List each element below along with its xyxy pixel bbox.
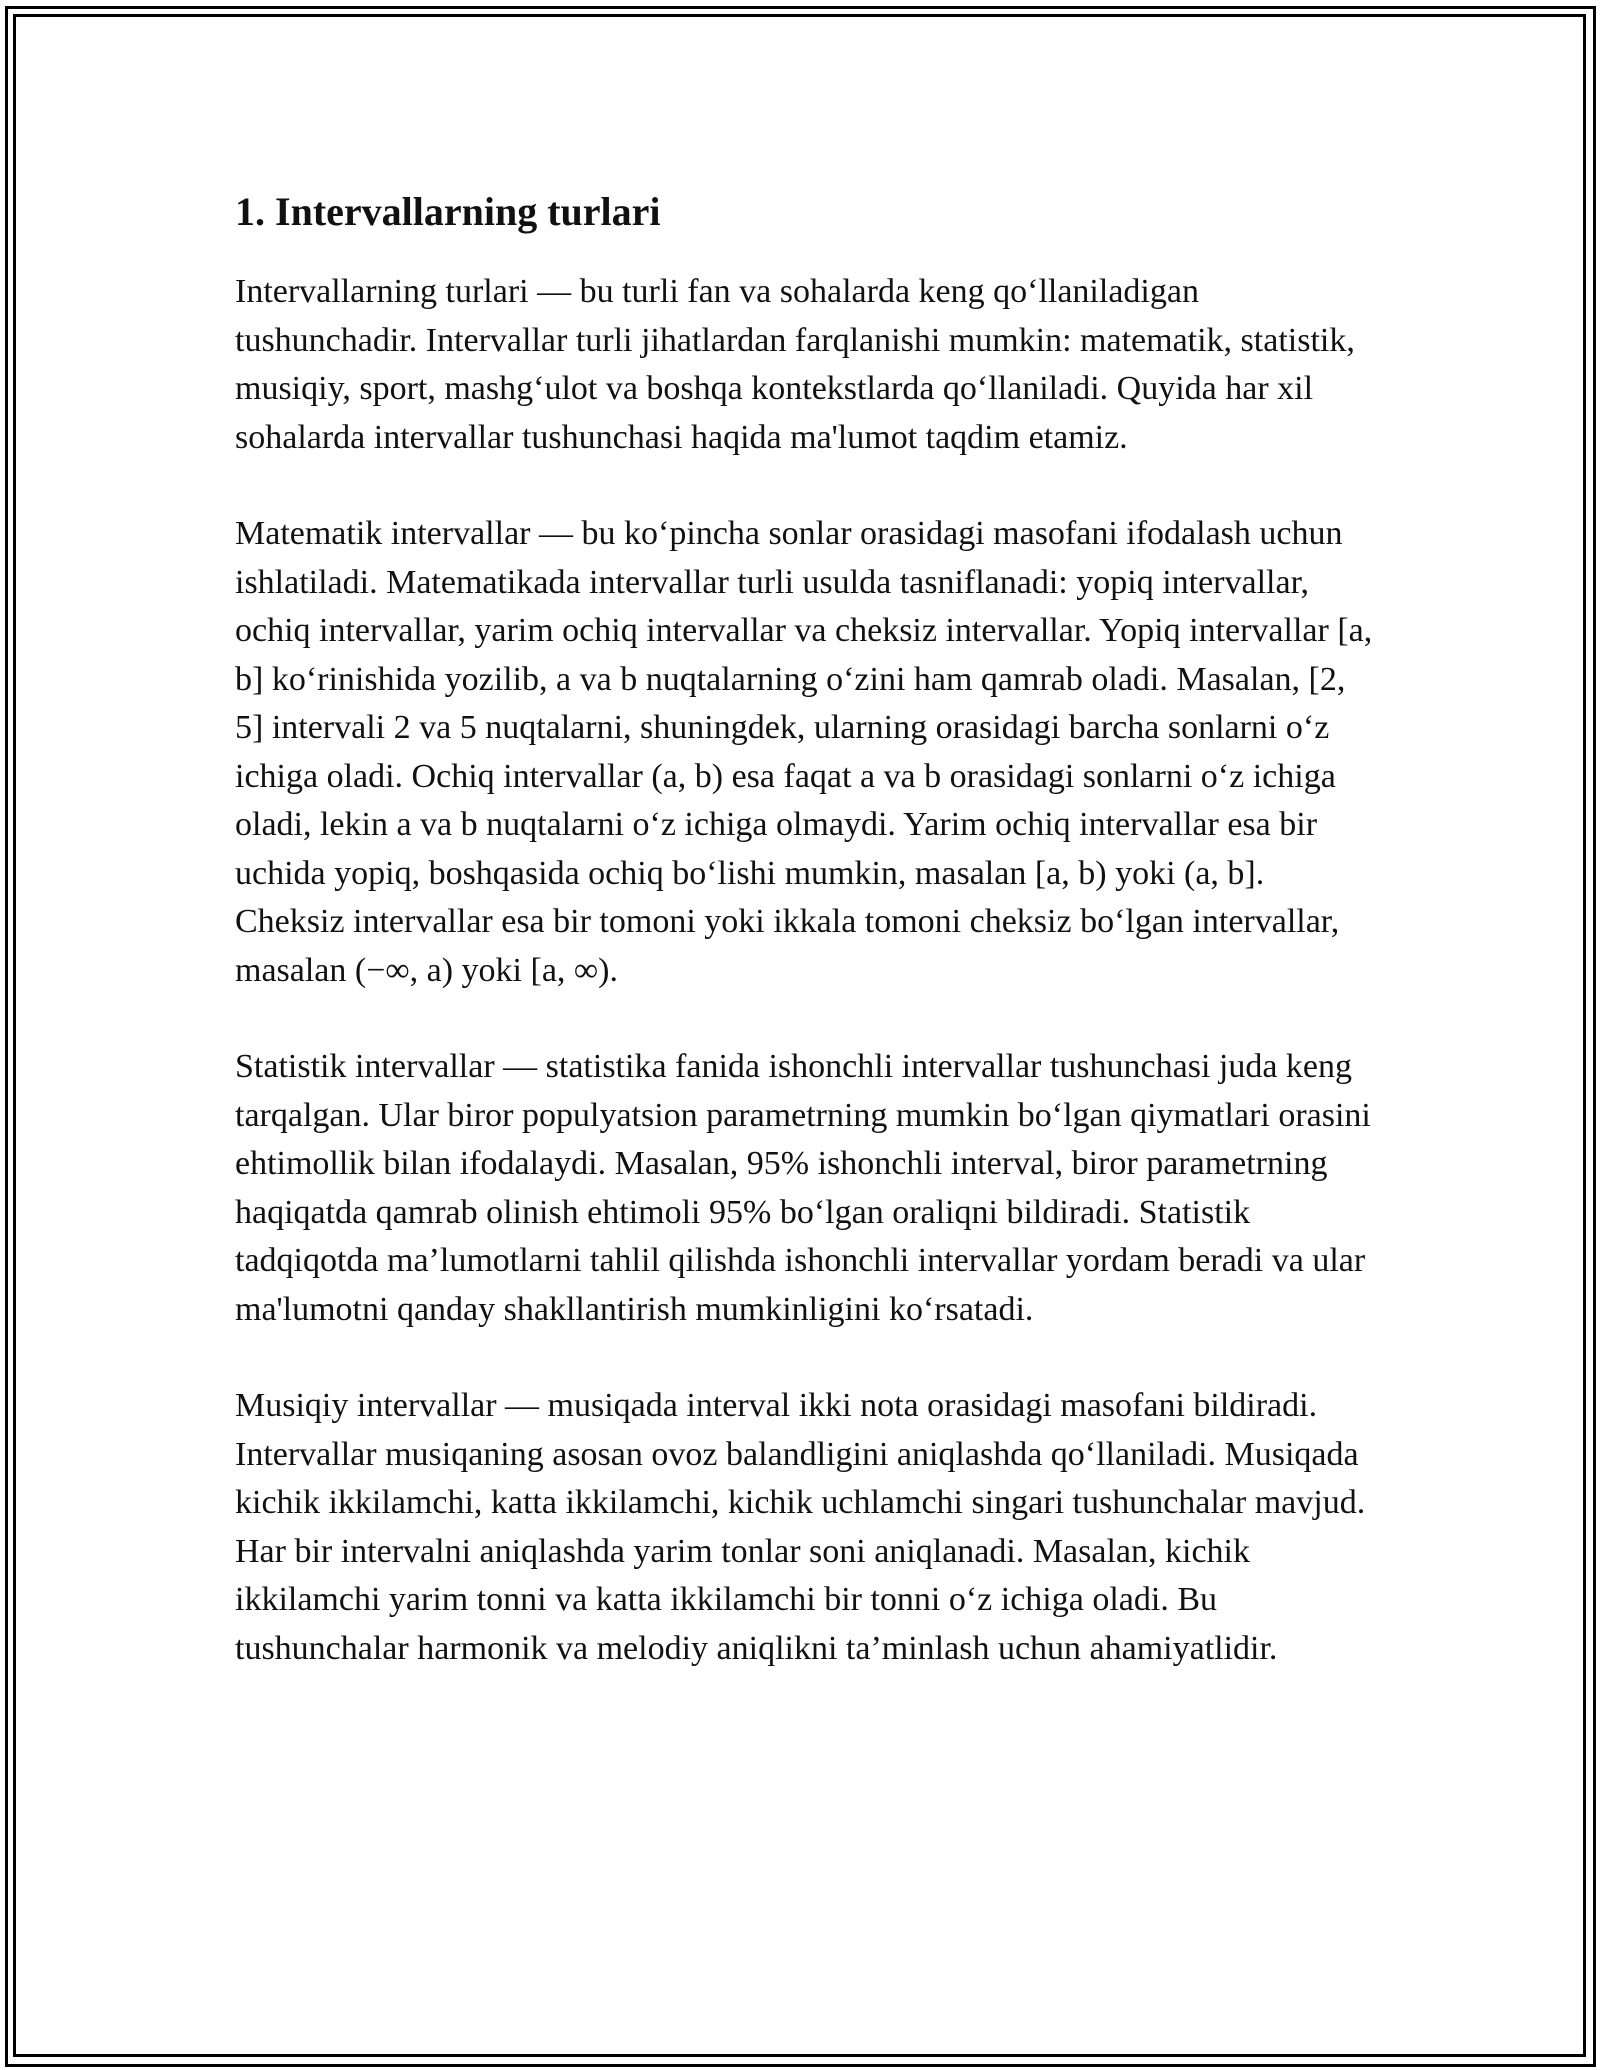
document-body xyxy=(235,186,1375,1721)
paragraph-musical: Musiqiy intervallar — musiqada interval ikki nota orasidagi masofani bildiradi. Intervallar musiqaning asosan ovoz balandligini aniqlashda qo‘llaniladi. Musiqada kichik ikkilamchi, katta ikkilamchi, kichik uchlamchi singari tushunchalar mavjud. Har bir intervalni aniqlashda yarim tonlar soni aniqlanadi. Masalan, kichik ikkilamchi yarim tonni va katta ikkilamchi bir tonni o‘z ichiga oladi. Bu tushunchalar harmonik va melodiy aniqlikni ta’minlash uchun ahamiyatlidir. xyxy=(235,1387,1366,1667)
section-heading: 1. Intervallarning turlari xyxy=(235,189,661,234)
paragraph-intro: Intervallarning turlari — bu turli fan va sohalarda keng qo‘llaniladigan tushunchadir. Intervallar turli jihatlardan farqlanishi mumkin: matematik, statistik, musiqiy, sport, mashg‘ulot va boshqa kontekstlarda qo‘llaniladi. Quyida har xil sohalarda intervallar tushunchasi haqida ma'lumot taqdim etamiz. xyxy=(235,273,1355,456)
paragraph-statistical: Statistik intervallar — statistika fanida ishonchli intervallar tushunchasi juda keng tarqalgan. Ular biror populyatsion parametrning mumkin bo‘lgan qiymatlari orasini ehtimollik bilan ifodalaydi. Masalan, 95% ishonchli interval, biror parametrning haqiqatda qamrab olinish ehtimoli 95% bo‘lgan oraliqni bildiradi. Statistik tadqiqotda ma’lumotlarni tahlil qilishda ishonchli intervallar yordam beradi va ular ma'lumotni qanday shakllantirish mumkinligini ko‘rsatadi. xyxy=(235,1048,1371,1328)
paragraph-mathematical: Matematik intervallar — bu ko‘pincha sonlar orasidagi masofani ifodalash uchun ishlatiladi. Matematikada intervallar turli usulda tasniflanadi: yopiq intervallar, ochiq intervallar, yarim ochiq intervallar va cheksiz intervallar. Yopiq intervallar [a, b] ko‘rinishida yozilib, a va b nuqtalarning o‘zini ham qamrab oladi. Masalan, [2, 5] intervali 2 va 5 nuqtalarni, shuningdek, ularning orasidagi barcha sonlarni o‘z ichiga oladi. Ochiq intervallar (a, b) esa faqat a va b orasidagi sonlarni o‘z ichiga oladi, lekin a va b nuqtalarni o‘z ichiga olmaydi. Yarim ochiq intervallar esa bir uchida yopiq, boshqasida ochiq bo‘lishi mumkin, masalan [a, b) yoki (a, b]. Cheksiz intervallar esa bir tomoni yoki ikkala tomoni cheksiz bo‘lgan intervallar, masalan (−∞, a) yoki [a, ∞). xyxy=(235,515,1373,989)
